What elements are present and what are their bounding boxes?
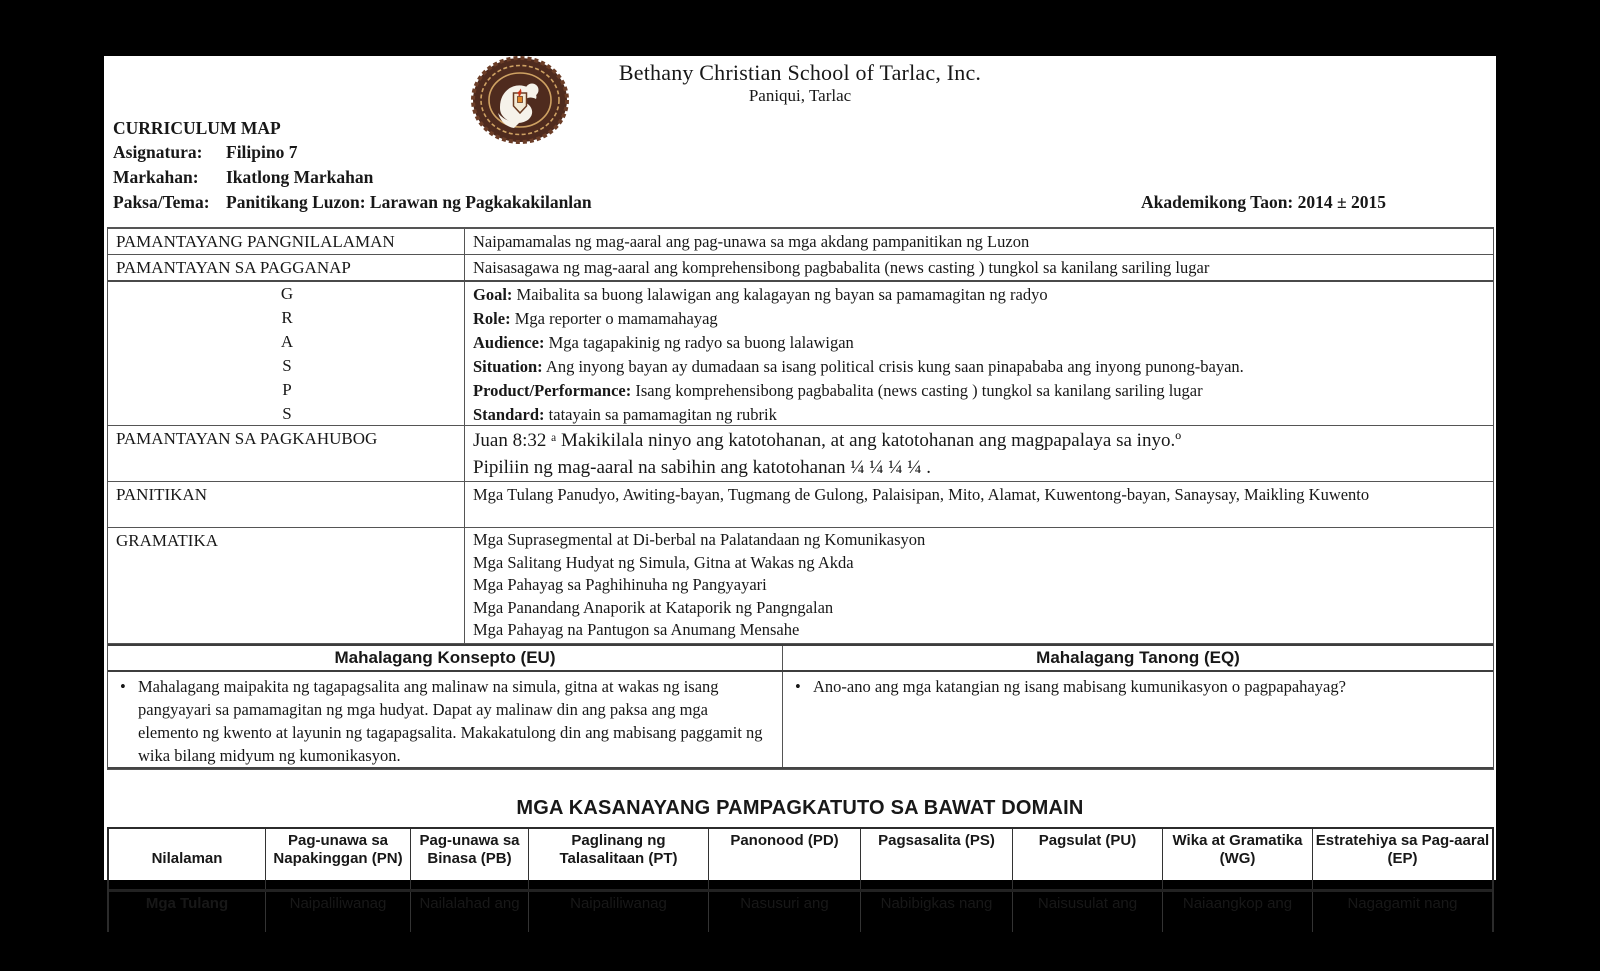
column-header-pb: Pag-unawa sa Binasa (PB) bbox=[411, 829, 529, 889]
grasps-item-label: Role: bbox=[473, 309, 511, 328]
eq-content bbox=[783, 672, 1493, 767]
row-label: PAMANTAYANG PANGNILALAMAN bbox=[108, 229, 465, 254]
column-header-ps: Pagsasalita (PS) bbox=[861, 829, 1013, 889]
gramatika-line: Mga Suprasegmental at Di-berbal na Palatandaan ng Komunikasyon bbox=[473, 530, 926, 549]
row-content bbox=[465, 528, 1493, 643]
column-header-pd: Panonood (PD) bbox=[709, 829, 861, 889]
row-content: Naisasagawa ng mag-aaral ang komprehensibong pagbabalita (news casting ) tungkol sa kanilang sariling lugar bbox=[473, 258, 1210, 277]
table-row-pagkahubog bbox=[108, 426, 1493, 482]
cell-pu: Naisusulat ang bbox=[1013, 892, 1163, 932]
grasps-letter: S bbox=[282, 403, 292, 423]
domain-table-header bbox=[109, 829, 1492, 892]
school-seal-icon bbox=[470, 57, 570, 143]
column-header-nilalaman: Nilalaman bbox=[109, 829, 266, 889]
meta-label: Markahan: bbox=[113, 167, 199, 187]
table-row-eu-eq-header bbox=[108, 644, 1493, 672]
grasps-item-label: Goal: bbox=[473, 285, 513, 304]
cell-pt: Naipaliliwanag bbox=[529, 892, 709, 932]
grasps-item-product bbox=[473, 379, 1485, 403]
cell-ps: Nabibigkas nang bbox=[861, 892, 1013, 932]
gramatika-line: Mga Salitang Hudyat ng Simula, Gitna at Wakas ng Akda bbox=[473, 552, 854, 572]
row-label: PANITIKAN bbox=[108, 482, 465, 527]
grasps-item-text: Mga reporter o mamamahayag bbox=[514, 309, 718, 328]
grasps-item-audience bbox=[473, 331, 1485, 355]
grasps-item-text: tatayain sa pamamagitan ng rubrik bbox=[548, 405, 777, 424]
column-header-ep: Estratehiya sa Pag-aaral (EP) bbox=[1315, 831, 1490, 867]
meta-row-asignatura bbox=[113, 142, 1496, 163]
grasps-letter: P bbox=[282, 379, 292, 399]
cell-pd: Nasusuri ang bbox=[709, 892, 861, 932]
eq-bullet-item bbox=[791, 675, 1483, 698]
row-content: Mga Tulang Panudyo, Awiting-bayan, Tugmang de Gulong, Palaisipan, Mito, Alamat, Kuwentong-bayan, Sanaysay, Maikling Kuwento bbox=[473, 485, 1370, 504]
cell-ep: Nagagamit nang bbox=[1347, 894, 1458, 912]
grasps-item-role bbox=[473, 307, 1485, 331]
row-content: Naipamamalas ng mag-aaral ang pag-unawa sa mga akdang pampanitikan ng Luzon bbox=[473, 232, 1030, 251]
document-type-title: CURRICULUM MAP bbox=[113, 118, 281, 138]
standards-table bbox=[107, 227, 1494, 770]
grasps-letter: A bbox=[280, 331, 294, 351]
cell-nilalaman: Mga Tulang bbox=[109, 892, 266, 932]
school-year: Akademikong Taon: 2014 ± 2015 bbox=[1141, 192, 1386, 212]
document-page bbox=[104, 56, 1496, 912]
grasps-letter: S bbox=[282, 355, 292, 375]
eu-header: Mahalagang Konsepto (EU) bbox=[108, 646, 783, 670]
eu-bullet-item bbox=[116, 675, 772, 767]
meta-value: Filipino 7 bbox=[226, 142, 298, 162]
task-line: Pipiliin ng mag-aaral na sabihin ang katotohanan ¼ ¼ ¼ ¼ . bbox=[473, 457, 932, 478]
grasps-item-label: Situation: bbox=[473, 357, 543, 376]
gramatika-line: Mga Panandang Anaporik at Kataporik ng Pangngalan bbox=[473, 597, 834, 617]
grasps-item-text: Mga tagapakinig ng radyo sa buong lalawigan bbox=[548, 333, 854, 352]
eu-content bbox=[108, 672, 783, 767]
grasps-item-label: Product/Performance: bbox=[473, 381, 632, 400]
row-label: GRAMATIKA bbox=[108, 528, 465, 643]
column-header-wg: Wika at Gramatika (WG) bbox=[1163, 829, 1313, 889]
document-header bbox=[104, 56, 1496, 112]
column-header-pn: Pag-unawa sa Napakinggan (PN) bbox=[266, 829, 411, 889]
column-header-pt: Paglinang ng Talasalitaan (PT) bbox=[529, 829, 709, 889]
eu-text: Mahalagang maipakita ng tagapagsalita ang malinaw na simula, gitna at wakas ng isang pangyayari sa pamamagitan ng mga hudyat. Dapat ay malinaw din ang paksa ang mga elemento ng kwento at layunin ng tagapagsalita. Makakatulong din ang mabisang paggamit ng wika bilang midyum ng kumonikasyon. bbox=[138, 676, 763, 765]
table-row-grasps bbox=[108, 282, 1493, 426]
bullet-icon: • bbox=[795, 676, 801, 696]
table-row-panitikan bbox=[108, 482, 1493, 528]
table-row-pangnilalaman bbox=[108, 229, 1493, 255]
cell-pn: Naipaliliwanag bbox=[266, 892, 411, 932]
eq-header: Mahalagang Tanong (EQ) bbox=[1036, 647, 1240, 667]
domain-table-row bbox=[109, 892, 1492, 932]
gramatika-line: Mga Pahayag sa Paghihinuha ng Pangyayari bbox=[473, 575, 767, 594]
grasps-item-standard bbox=[473, 403, 1485, 427]
grasps-letters bbox=[108, 282, 465, 425]
meta-label: Asignatura: bbox=[113, 142, 203, 162]
curriculum-meta bbox=[113, 118, 1496, 213]
grasps-item-label: Audience: bbox=[473, 333, 545, 352]
row-content bbox=[465, 426, 1493, 481]
row-label: PAMANTAYAN SA PAGKAHUBOG bbox=[108, 426, 465, 481]
domain-section-title: MGA KASANAYANG PAMPAGKATUTO SA BAWAT DOMAIN bbox=[516, 796, 1084, 819]
cell-pb: Nailalahad ang bbox=[411, 892, 529, 932]
grasps-details bbox=[465, 282, 1493, 425]
grasps-item-label: Standard: bbox=[473, 405, 545, 424]
meta-value: Panitikang Luzon: Larawan ng Pagkakakilanlan bbox=[226, 192, 592, 212]
grasps-item-situation bbox=[473, 355, 1485, 379]
grasps-letter: R bbox=[281, 307, 293, 327]
grasps-item-goal bbox=[473, 283, 1485, 307]
grasps-letter: G bbox=[280, 283, 294, 303]
gramatika-line: Mga Pahayag na Pantugon sa Anumang Mensahe bbox=[473, 620, 800, 639]
grasps-item-text: Maibalita sa buong lalawigan ang kalagayan ng bayan sa pamamagitan ng radyo bbox=[516, 285, 1048, 304]
grasps-item-text: Ang inyong bayan ay dumadaan sa isang political crisis kung saan pinapababa ang inyong punong-bayan. bbox=[545, 357, 1244, 376]
school-address: Paniqui, Tarlac bbox=[748, 86, 852, 105]
table-row-pagganap bbox=[108, 255, 1493, 282]
eq-text: Ano-ano ang mga katangian ng isang mabisang kumunikasyon o pagpapahayag? bbox=[813, 676, 1346, 696]
verse-line: Juan 8:32 ᵃ Makikilala ninyo ang katotohanan, at ang katotohanan ang magpapalaya sa inyo.º bbox=[473, 430, 1182, 451]
meta-row-markahan bbox=[113, 167, 1496, 188]
table-row-gramatika bbox=[108, 528, 1493, 644]
domain-skills-table bbox=[107, 827, 1494, 932]
meta-value: Ikatlong Markahan bbox=[226, 167, 374, 187]
meta-row-paksa bbox=[113, 192, 1496, 213]
grasps-item-text: Isang komprehensibong pagbabalita (news casting ) tungkol sa kanilang sariling lugar bbox=[635, 381, 1203, 400]
column-header-pu: Pagsulat (PU) bbox=[1013, 829, 1163, 889]
meta-label: Paksa/Tema: bbox=[113, 192, 210, 212]
table-row-eu-eq-body bbox=[108, 672, 1493, 769]
school-name: Bethany Christian School of Tarlac, Inc. bbox=[618, 60, 982, 85]
cell-wg: Naiaangkop ang bbox=[1163, 892, 1313, 932]
bullet-icon: • bbox=[120, 676, 126, 696]
row-label: PAMANTAYAN SA PAGGANAP bbox=[108, 255, 465, 280]
